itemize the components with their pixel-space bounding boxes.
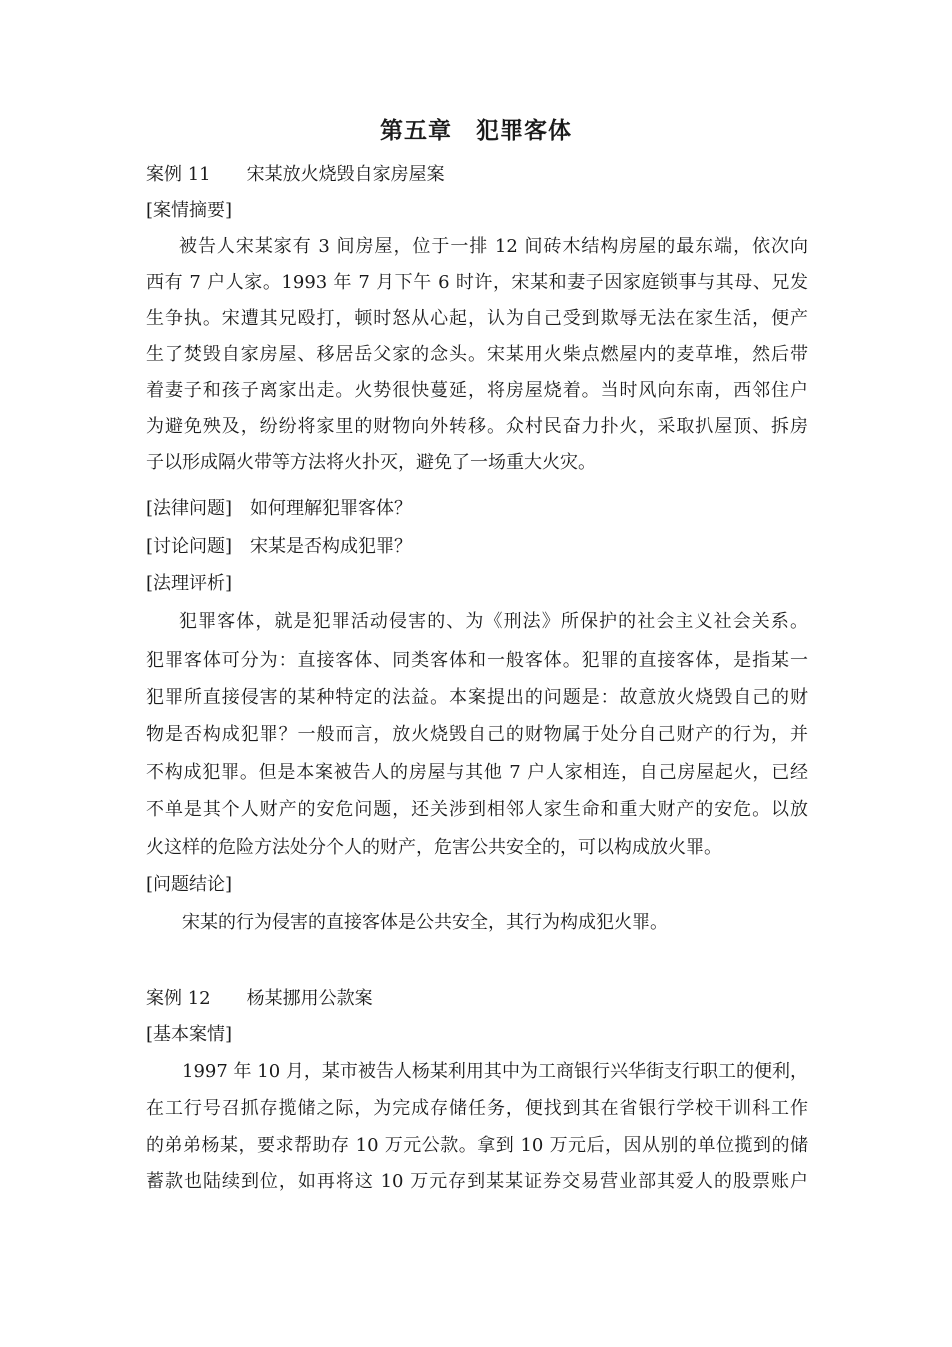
analysis-line-6: 不单是其个人财产的安危问题，还关涉到相邻人家生命和重大财产的安危。以放 (146, 799, 808, 820)
summary-line-7: 子以形成隔火带等方法将火扑灭，避免了一场重大火灾。 (146, 452, 596, 473)
analysis-line-7: 火这样的危险方法处分个人的财产，危害公共安全的，可以构成放火罪。 (146, 837, 722, 858)
conclusion-text: 宋某的行为侵害的直接客体是公共安全，其行为构成犯火罪。 (182, 912, 668, 933)
analysis-line-2: 犯罪客体可分为：直接客体、同类客体和一般客体。犯罪的直接客体，是指某一 (146, 650, 808, 671)
chapter-title: 第五章 犯罪客体 (380, 117, 572, 144)
summary-line-5: 着妻子和孩子离家出走。火势很快蔓延，将房屋烧着。当时风向东南，西邻住户 (146, 380, 808, 401)
summary-line-2: 西有 7 户人家。1993 年 7 月下午 6 时许，宋某和妻子因家庭锁事与其母、兄发 (146, 272, 808, 293)
analysis-line-1: 犯罪客体，就是犯罪活动侵害的、为《刑法》所保护的社会主义社会关系。 (179, 611, 808, 632)
conclusion-label: [问题结论] (146, 874, 233, 895)
legal-question: [法律问题] 如何理解犯罪客体？ (146, 498, 413, 519)
discussion-question: [讨论问题] 宋某是否构成犯罪？ (146, 536, 413, 557)
basic-facts-label: [基本案情] (146, 1024, 233, 1045)
facts-line-4: 蓄款也陆续到位，如再将这 10 万元存到某某证券交易营业部其爱人的股票账户 (146, 1171, 808, 1192)
summary-line-1: 被告人宋某家有 3 间房屋，位于一排 12 间砖木结构房屋的最东端，依次向 (179, 236, 808, 257)
summary-line-4: 生了焚毁自家房屋、移居岳父家的念头。宋某用火柴点燃屋内的麦草堆，然后带 (146, 344, 808, 365)
facts-line-1: 1997 年 10 月，某市被告人杨某利用其中为工商银行兴华街支行职工的便利， (182, 1061, 808, 1082)
case-12-heading: 案例 12 杨某挪用公款案 (146, 988, 373, 1009)
case-summary-label: [案情摘要] (146, 200, 233, 221)
summary-line-3: 生争执。宋遭其兄殴打，顿时怒从心起，认为自己受到欺辱无法在家生活，便产 (146, 308, 808, 329)
analysis-label: [法理评析] (146, 573, 233, 594)
analysis-line-3: 犯罪所直接侵害的某种特定的法益。本案提出的问题是：故意放火烧毁自己的财 (146, 687, 808, 708)
case-11-heading: 案例 11 宋某放火烧毁自家房屋案 (146, 164, 445, 185)
facts-line-2: 在工行号召抓存揽储之际，为完成存储任务，便找到其在省银行学校干训科工作 (146, 1098, 808, 1119)
summary-line-6: 为避免殃及，纷纷将家里的财物向外转移。众村民奋力扑火，采取扒屋顶、拆房 (146, 416, 808, 437)
analysis-line-4: 物是否构成犯罪？一般而言，放火烧毁自己的财物属于处分自己财产的行为，并 (146, 724, 808, 745)
facts-line-3: 的弟弟杨某，要求帮助存 10 万元公款。拿到 10 万元后，因从别的单位揽到的储 (146, 1135, 808, 1156)
analysis-line-5: 不构成犯罪。但是本案被告人的房屋与其他 7 户人家相连，自己房屋起火，已经 (146, 762, 808, 783)
